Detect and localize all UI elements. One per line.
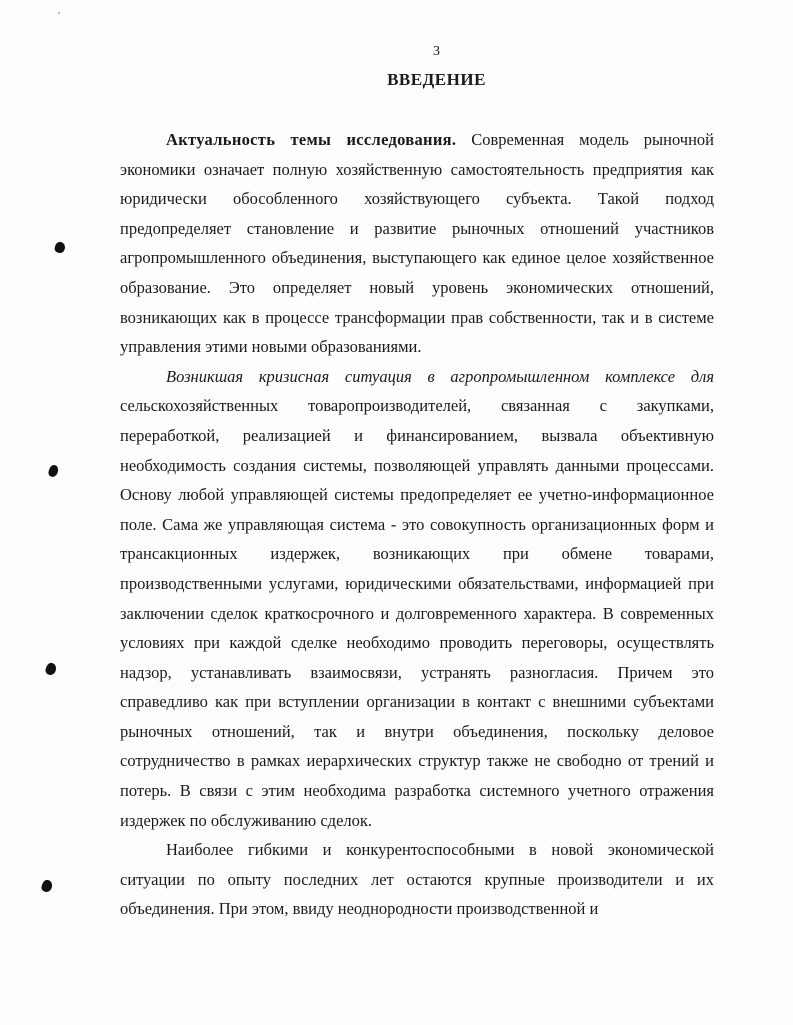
paragraph-3-text: Наиболее гибкими и конкурентоспособными в новой экономической ситуации по опыту последних лет остаются крупные производители и их объединения. При этом, ввиду неоднородности производственной и — [120, 840, 714, 919]
paragraph-3 — [120, 835, 714, 924]
paragraph-1-lead: Актуальность темы исследования. — [166, 130, 457, 149]
paragraph-2-italic-lead: Возникшая кризисная ситуация в агропромышленном комплексе для — [166, 366, 714, 386]
scan-speck — [58, 12, 60, 14]
page-number: 3 — [433, 44, 440, 59]
binding-hole-mark — [40, 879, 54, 894]
body-text — [120, 125, 714, 924]
binding-hole-mark — [44, 662, 58, 677]
paragraph-1-text: Современная модель рыночной экономики означает полную хозяйственную самостоятельность предприятия как юридически обособленного хозяйствующего субъекта. Такой подход предопределяет становление и развитие рыночных отношений участников агропромышленного объединения, выступающего как единое целое хозяйственное образование. Это определяет новый уровень экономических отношений, возникающих как в процессе трансформации прав собственности, так и в системе управления этими новыми образованиями. — [120, 130, 714, 357]
section-heading: ВВЕДЕНИЕ — [387, 70, 486, 89]
binding-hole-mark — [53, 241, 66, 255]
paragraph-2-text: сельскохозяйственных товаропроизводителей, связанная с закупками, переработкой, реализацией и финансированием, вызвала объективную необходимость создания системы, позволяющей управлять данными процессами. Основу любой управляющей системы предопределяет ее учетно-информационное поле. Сама же управляющая система - это совокупность организационных форм и трансакционных издержек, возникающих при обмене товарами, производственными услугами, юридическими обязательствами, информацией при заключении сделок краткосрочного и долговременного характера. В современных условиях при каждой сделке необходимо проводить переговоры, осуществлять надзор, устанавливать взаимосвязи, устранять разногласия. Причем это справедливо как при вступлении организации в контакт с внешними субъектами рыночных отношений, так и внутри объединения, поскольку деловое сотрудничество в рамках иерархических структур также не свободно от трений и потерь. В связи с этим необходима разработка системного учетного отражения издержек по обслуживанию сделок. — [120, 396, 714, 830]
binding-hole-mark — [47, 464, 60, 478]
paragraph-1 — [120, 125, 714, 362]
paragraph-2 — [120, 362, 714, 836]
